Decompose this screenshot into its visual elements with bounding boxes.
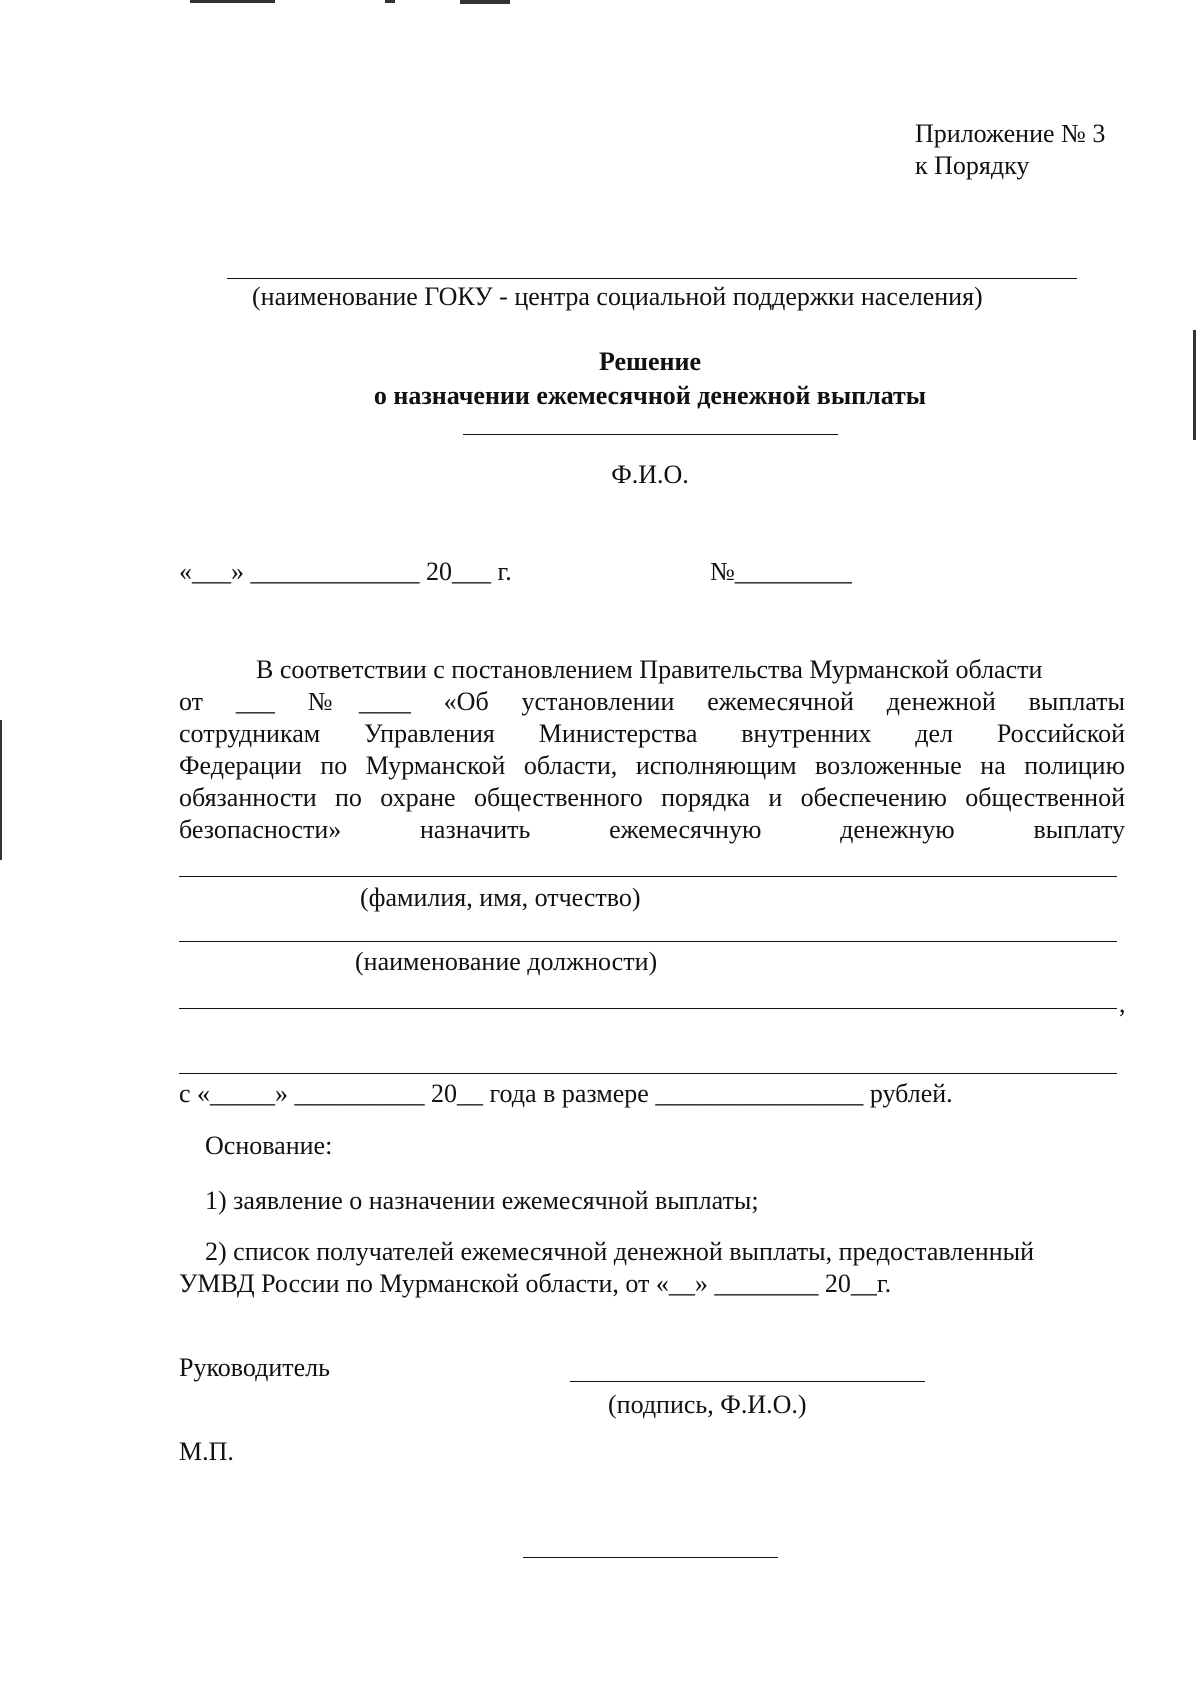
signature-blank xyxy=(570,1381,925,1382)
extra-blank-2 xyxy=(179,1073,1117,1074)
body-line-3: сотрудникам Управления Министерства внутренних дел Российской xyxy=(179,719,1125,748)
scan-artifact-top xyxy=(385,0,395,3)
scan-artifact-top xyxy=(190,0,275,3)
body-line-5: обязанности по охране общественного порядка и обеспечению общественной xyxy=(179,783,1125,812)
name-blank xyxy=(179,876,1117,877)
trailing-comma: , xyxy=(1119,989,1126,1018)
appendix-label: Приложение № 3 xyxy=(915,119,1106,148)
signature-caption: (подпись, Ф.И.О.) xyxy=(608,1390,807,1419)
name-caption: (фамилия, имя, отчество) xyxy=(360,883,641,912)
basis-item-1: 1) заявление о назначении ежемесячной выплаты; xyxy=(205,1186,759,1215)
basis-item-2-cont: УМВД России по Мурманской области, от «__» ________ 20__г. xyxy=(179,1269,892,1298)
position-blank xyxy=(179,941,1117,942)
extra-blank-1 xyxy=(179,1008,1117,1009)
position-caption: (наименование должности) xyxy=(355,947,658,976)
body-line-2: от ___ №____ «Об установлении ежемесячной денежной выплаты xyxy=(179,687,1125,716)
number-field: №_________ xyxy=(710,557,852,586)
body-line-6: безопасности» назначить ежемесячную денежную выплату xyxy=(179,815,1125,844)
document-title: Решение xyxy=(598,347,702,376)
signatory-role: Руководитель xyxy=(179,1353,330,1382)
fio-caption: Ф.И.О. xyxy=(611,460,689,489)
appendix-subtitle: к Порядку xyxy=(915,151,1030,180)
body-line-4: Федерации по Мурманской области, исполняющим возложенные на полицию xyxy=(179,751,1125,780)
basis-heading: Основание: xyxy=(205,1131,333,1160)
org-caption: (наименование ГОКУ - центра социальной поддержки населения) xyxy=(252,282,983,311)
org-name-blank xyxy=(227,278,1077,279)
body-line-1: В соответствии с постановлением Правительства Мурманской области xyxy=(256,655,1043,684)
fio-blank xyxy=(463,434,838,435)
scan-artifact-left-edge xyxy=(0,720,2,860)
amount-line: с «_____» __________ 20__ года в размере ________________ рублей. xyxy=(179,1079,953,1108)
basis-item-2: 2) список получателей ежемесячной денежной выплаты, предоставленный xyxy=(205,1237,1035,1266)
date-field: «___» _____________ 20___ г. xyxy=(179,557,512,586)
bottom-divider xyxy=(523,1557,778,1558)
stamp-label: М.П. xyxy=(179,1437,234,1466)
document-subtitle: о назначении ежемесячной денежной выплаты xyxy=(373,381,927,410)
scan-artifact-top xyxy=(460,0,510,4)
